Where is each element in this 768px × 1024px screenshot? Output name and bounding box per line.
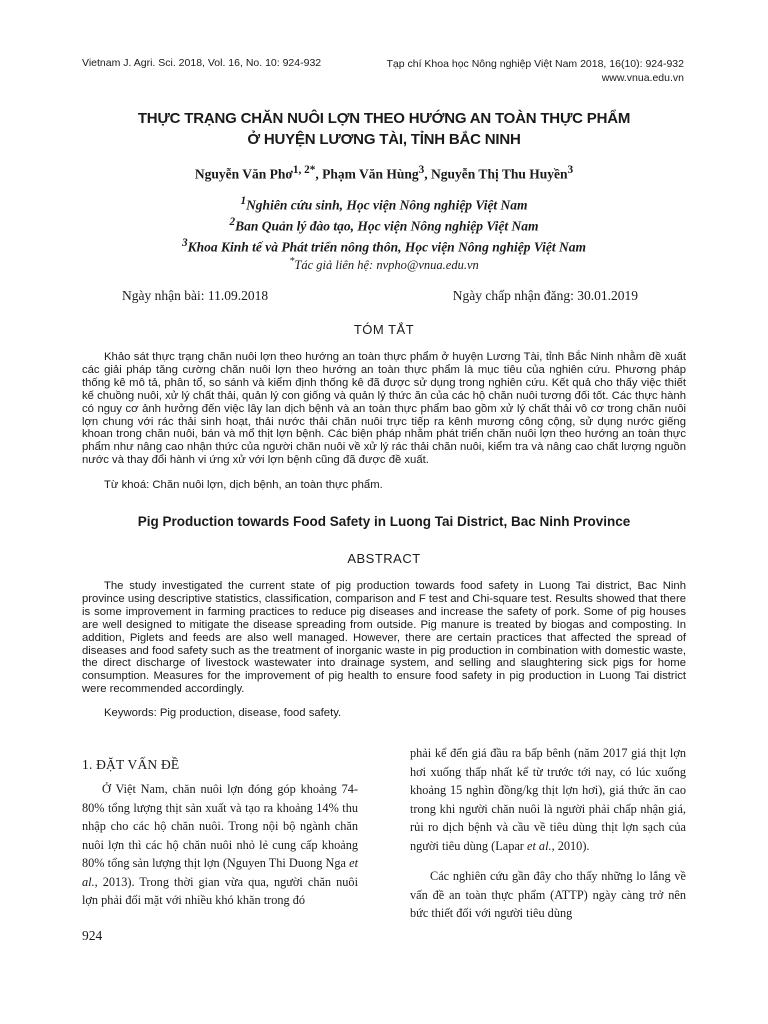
intro-p1c-text-a: phải kể đến giá đầu ra bấp bênh (năm 2017 giá thịt lợn hơi xuống thấp nhất kể từ trước tới nay, có lúc xuống khoảng 15 nghìn đồng/kg thịt lợn hơi), giá thức ăn cao trong khi người chăn nuôi là người phải chấp nhận giá, rủi ro dịch bệnh và cầu về tiêu dùng thịt lợn sạch của người tiêu dùng (Lapar xyxy=(410,746,686,853)
received-date: Ngày nhận bài: 11.09.2018 xyxy=(122,288,269,303)
abstract-keywords: Keywords: Pig production, disease, food safety. xyxy=(104,707,342,719)
intro-p1-text-a: Ở Việt Nam, chăn nuôi lợn đóng góp khoảng 74-80% tổng lượng thịt sản xuất và tạo ra khoảng 14% thu nhập cho các hộ chăn nuôi. Trong nội bộ ngành chăn nuôi lợn thì các hộ chăn nuôi nhỏ lẻ cung cấp khoảng 80% tổng sản lượng thịt lợn (Nguyen Thi Duong Nga xyxy=(82,782,358,870)
author-sep-1: , xyxy=(315,166,323,182)
page-number: 924 xyxy=(82,928,103,943)
intro-paragraph-1-cont xyxy=(410,744,686,855)
intro-paragraph-1 xyxy=(82,780,358,910)
author-1-affil: 1, 2* xyxy=(292,164,316,176)
tomtat-keywords: Từ khoá: Chăn nuôi lợn, dịch bệnh, an toàn thực phẩm. xyxy=(104,479,383,491)
intro-p1-text-b: , 2013). Trong thời gian vừa qua, người chăn nuôi lợn phải đối mặt với nhiều khó khăn trong đó xyxy=(82,874,358,907)
abstract-text: The study investigated the current state of pig production towards food safety in Luong Tai district, Bac Ninh province using descriptive statistics, classification, comparison and F test and Chi-square test. Results showed that there is some improvement in farming practices to reduce pig diseases and increase the safety of pork. Some of pig houses are well designed to mitigate the disease spreading from outside. Pig manure is treated by biogas and composting. In addition, Piglets and feeds are also well managed. However, there are certain practices that affected the spread of diseases and food safety such as the treatment of inorganic waste in pig production in combination with domestic waste, the direct discharge of livestock wastewater into drainage system, and selling and slaughtering sick pigs for home consumption. Measures for the improvement of pig health to ensure food safety in pig production in Luong Tai district were recommended accordingly. xyxy=(82,580,686,696)
author-sep-2: , xyxy=(424,166,432,182)
tomtat-heading: TÓM TẮT xyxy=(353,322,415,337)
author-3: Nguyễn Thị Thu Huyền xyxy=(431,166,568,182)
body-column-right xyxy=(410,744,686,923)
affiliation-3-marker: 3 xyxy=(182,237,188,249)
tomtat-body xyxy=(82,351,686,467)
affiliation-list xyxy=(82,193,686,256)
author-2: Phạm Văn Hùng xyxy=(322,166,419,182)
author-3-affil: 3 xyxy=(567,164,574,176)
abstract-body xyxy=(82,580,686,696)
accepted-date: Ngày chấp nhận đăng: 30.01.2019 xyxy=(452,288,638,303)
author-list xyxy=(82,164,686,183)
title-vn-line1: THỰC TRẠNG CHĂN NUÔI LỢN THEO HƯỚNG AN TOÀN THỰC PHẨM xyxy=(137,110,631,127)
journal-header-url: www.vnua.edu.vn xyxy=(601,72,684,84)
affiliation-3 xyxy=(82,235,686,256)
intro-p1-etal: et al. xyxy=(82,856,358,889)
author-1: Nguyễn Văn Phơ xyxy=(194,166,293,182)
title-vn-line2: Ở HUYỆN LƯƠNG TÀI, TỈNH BẮC NINH xyxy=(247,131,521,148)
paper-title-vietnamese xyxy=(82,108,686,150)
intro-p1c-text-b: , 2010). xyxy=(551,838,590,853)
author-2-affil: 3 xyxy=(418,164,425,176)
paper-title-english: Pig Production towards Food Safety in Luong Tai District, Bac Ninh Province xyxy=(137,514,631,529)
affiliation-1-marker: 1 xyxy=(240,195,247,207)
journal-header-vn-citation: Tạp chí Khoa học Nông nghiệp Việt Nam 2018, 16(10): 924-932 xyxy=(386,58,684,70)
affiliation-3-text: Khoa Kinh tế và Phát triển nông thôn, Học viện Nông nghiệp Việt Nam xyxy=(187,239,586,255)
journal-header-english: Vietnam J. Agri. Sci. 2018, Vol. 16, No. 10: 924-932 xyxy=(82,57,322,69)
affiliation-2-marker: 2 xyxy=(229,216,236,228)
section-1-heading: 1. ĐẶT VẤN ĐỀ xyxy=(82,757,180,772)
intro-p1c-etal: et al. xyxy=(526,838,552,853)
affiliation-2-text: Ban Quản lý đào tạo, Học viện Nông nghiệp Việt Nam xyxy=(235,218,539,234)
body-column-left xyxy=(82,780,358,910)
intro-paragraph-2: Các nghiên cứu gần đây cho thấy những lo lắng về vấn đề an toàn thực phẩm (ATTP) ngày càng trở nên bức thiết đối với người tiêu dùng xyxy=(410,869,686,920)
affiliation-2 xyxy=(82,214,686,235)
affiliation-1 xyxy=(82,193,686,214)
corresponding-author xyxy=(82,256,686,273)
corresponding-text: Tác giả liên hệ: nvpho@vnua.edu.vn xyxy=(294,258,479,273)
tomtat-text: Khảo sát thực trạng chăn nuôi lợn theo hướng an toàn thực phẩm ở huyện Lương Tài, tỉnh Bắc Ninh nhằm đề xuất các giải pháp tăng cường chăn nuôi lợn theo hướng an toàn thực phẩm là mục tiêu của nghiên cứu. Phương pháp thống kê mô tả, phân tổ, so sánh và kiểm định thống kê đã được sử dụng trong nghiên cứu. Kết quả cho thấy việc thiết kế chuồng nuôi, xử lý chất thải, quản lý con giống và quản lý thức ăn của các hộ chăn nuôi tương đối tốt. Các thực hành có nguy cơ ảnh hưởng đến việc lây lan dịch bệnh và an toàn thực phẩm bao gồm xử lý chất thải vô cơ trong chăn nuôi lợn chung với rác thải sinh hoạt, thải nước thải chăn nuôi trực tiếp ra kênh mương công cộng, sử dụng nước giếng khoan trong chăn nuôi, bán và mổ thịt lợn bệnh. Các biện pháp nhằm phát triển chăn nuôi lợn theo hướng an toàn thực phẩm như nâng cao nhận thức của người chăn nuôi về xử lý rác thải chăn nuôi, kiểm tra và nâng cao chất lượng nguồn nước và thay đổi hành vi ứng xử với lợn bệnh cũng đã được đề xuất. xyxy=(82,351,686,467)
corresponding-marker: * xyxy=(289,256,295,267)
submission-dates xyxy=(122,288,638,304)
abstract-heading: ABSTRACT xyxy=(347,551,421,566)
journal-header-vietnamese xyxy=(386,57,684,85)
affiliation-1-text: Nghiên cứu sinh, Học viện Nông nghiệp Việt Nam xyxy=(246,197,528,213)
